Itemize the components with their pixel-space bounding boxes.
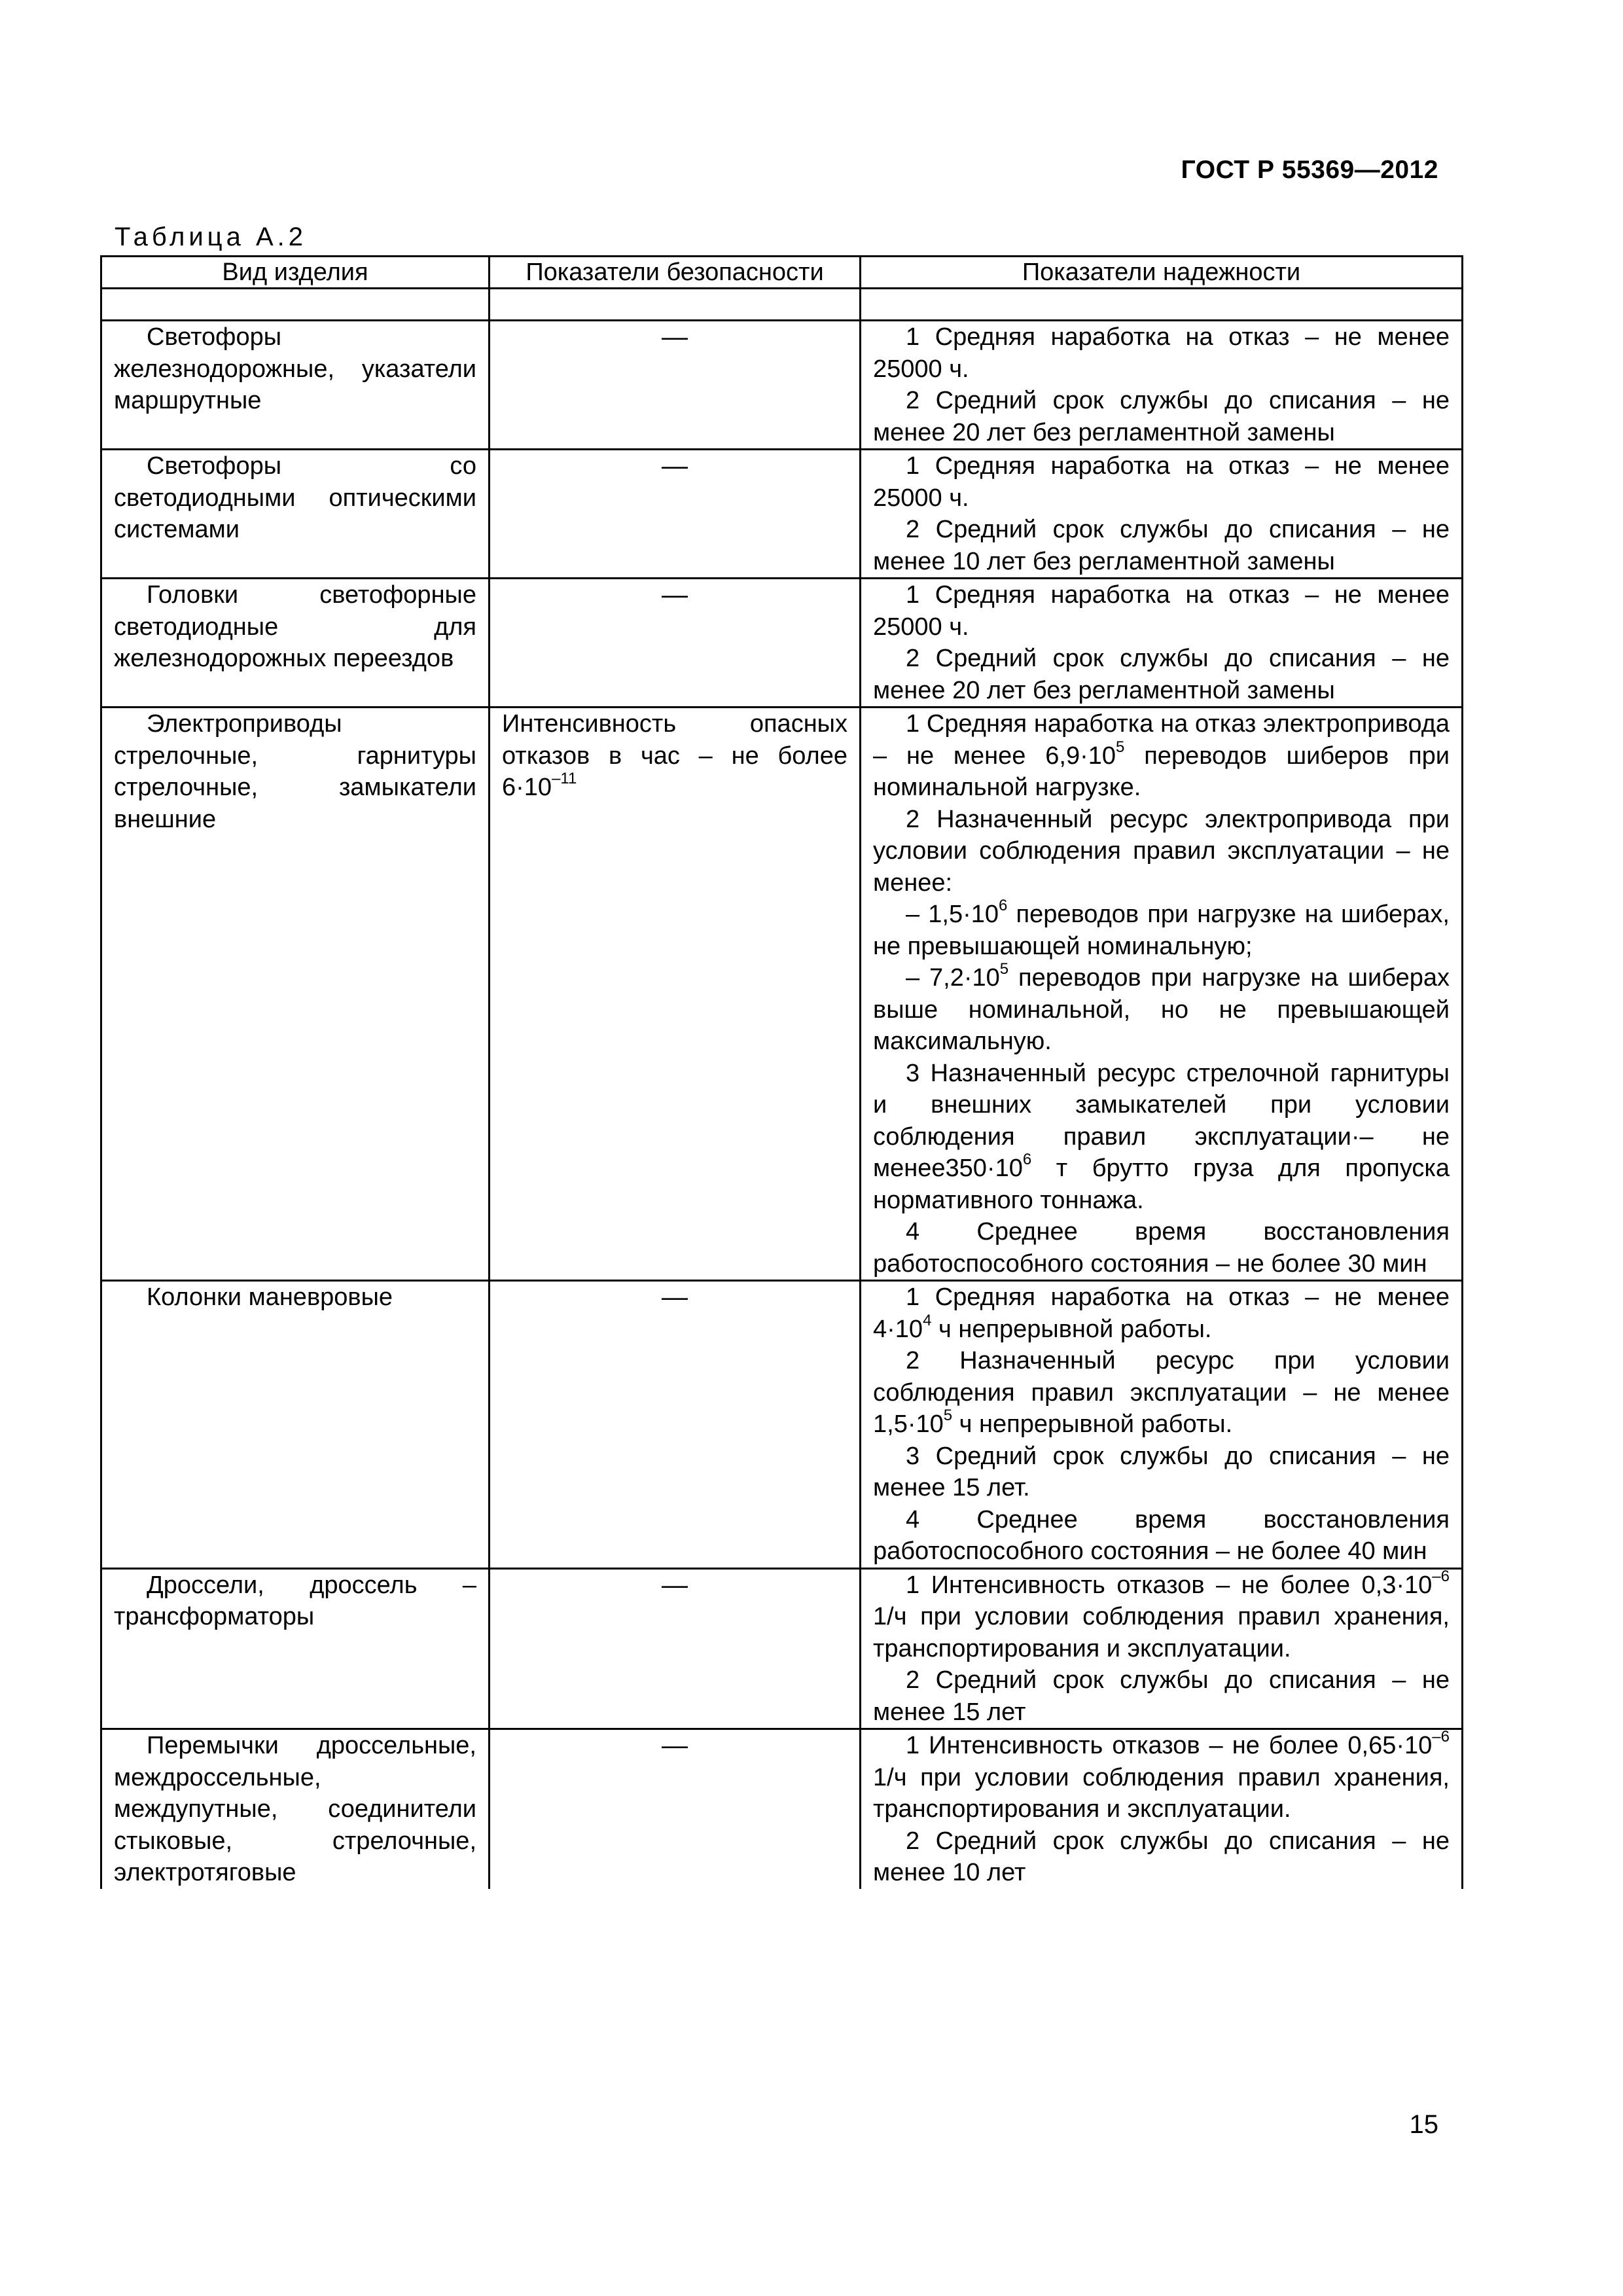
exponent: –11 [552,770,577,787]
reliability-item: 2 Средний срок службы до списания – не менее 10 лет [873,1827,1450,1886]
table-row [101,321,1463,450]
reliability-item: 3 Средний срок службы до списания – не менее 15 лет. [873,1442,1450,1501]
reliability-item: 1 Средняя наработка на отказ электропривода – не менее $6,9\cdot 10^5$ переводов шиберов при номинальной нагрузке. [873,710,1450,801]
item-name: Колонки маневровые [147,1283,393,1311]
safety-cell [490,321,861,450]
reliability-item: – $7,2\cdot 10^5$ переводов при нагрузке на шиберах выше номинальной, но не превышающей максимальную. [873,960,1450,1055]
item-cell [101,1729,490,1889]
safety-cell [490,708,861,1281]
reliability-item: 1 Средняя наработка на отказ – не менее $4\cdot 10^4$ ч непрерывной работы. [873,1283,1450,1343]
reliability-item: 2 Средний срок службы до списания – не менее 20 лет без регламентной замены [873,387,1450,446]
safety-value: — [662,452,688,480]
safety-cell [490,1568,861,1729]
item-name: Дроссели, дроссель – трансформаторы [114,1571,476,1630]
reliability-table [100,255,1463,1889]
item-cell [101,1281,490,1569]
safety-cell [490,1281,861,1569]
reliability-item: 2 Средний срок службы до списания – не менее 20 лет без регламентной замены [873,645,1450,704]
reliability-cell [861,1729,1463,1889]
page-number: 15 [1409,2110,1438,2139]
reliability-cell [861,1281,1463,1569]
reliability-item: 3 Назначенный ресурс стрелочной гарнитуры и внешних замыкателей при условии соблюдения правил эксплуатации·– не $менее350\cdot 10^6$ т брутто груза для пропуска нормативного тоннажа. [873,1059,1450,1214]
reliability-item: 2 Средний срок службы до списания – не менее 15 лет [873,1666,1450,1726]
reliability-cell [861,579,1463,708]
reliability-item: 4 Среднее время восстановления работоспособного состояния – не более 30 мин [873,1218,1450,1278]
item-name: Перемычки дроссельные, междроссельные, междупутные, соединители стыковые, стрелочные, электротяговые [114,1732,476,1886]
item-name: Головки светофорные светодиодные для железнодорожных переездов [114,581,476,672]
table-row [101,579,1463,708]
reliability-item: 4 Среднее время восстановления работоспособного состояния – не более 40 мин [873,1505,1450,1565]
safety-value: — [662,323,688,351]
safety-value: — [662,1570,688,1600]
item-cell [101,1568,490,1729]
reliability-item: 1 Средняя наработка на отказ – не менее 25000 ч. [873,452,1450,512]
item-name: Электроприводы стрелочные, гарнитуры стрелочные, замыкатели внешние [114,710,476,833]
table-row [101,1568,1463,1729]
safety-value: Интенсивность опасных отказов в час – не более $6\cdot 10^{-11}$ [502,710,847,801]
reliability-cell [861,450,1463,579]
safety-cell [490,1729,861,1889]
safety-value: — [662,581,688,609]
table-row [101,1281,1463,1569]
item-name: Светофоры со светодиодными оптическими системами [114,452,476,543]
document-header: ГОСТ Р 55369—2012 [1181,156,1438,184]
reliability-cell [861,708,1463,1281]
reliability-item: 1 Средняя наработка на отказ – не менее 25000 ч. [873,581,1450,641]
safety-cell [490,450,861,579]
table-caption: Таблица А.2 [115,223,307,251]
column-header-reliability: Показатели надежности [861,257,1463,289]
table-row [101,708,1463,1281]
reliability-cell [861,321,1463,450]
table-spacer-row [101,289,1463,321]
table-row [101,1729,1463,1889]
reliability-item: 1 Средняя наработка на отказ – не менее 25000 ч. [873,323,1450,383]
reliability-item: 2 Средний срок службы до списания – не менее 10 лет без регламентной замены [873,516,1450,575]
item-name: Светофоры железнодорожные, указатели маршрутные [114,323,476,414]
item-cell [101,321,490,450]
reliability-cell [861,1568,1463,1729]
column-header-safety: Показатели безопасности [490,257,861,289]
reliability-item: 2 Назначенный ресурс при условии соблюдения правил эксплуатации – не менее $1,5\cdot 10^5$ ч непрерывной работы. [873,1347,1450,1438]
column-header-item: Вид изделия [101,257,490,289]
safety-value: — [662,1731,688,1760]
safety-value: — [662,1283,688,1312]
reliability-item: 2 Назначенный ресурс электропривода при условии соблюдения правил эксплуатации – не менее: [873,805,1450,897]
table-header-row [101,257,1463,289]
table-row [101,450,1463,579]
item-cell [101,450,490,579]
item-cell [101,708,490,1281]
reliability-item: 1 Интенсивность отказов – не более $0,3\cdot 10^{-6}$ 1/ч при условии соблюдения правил хранения, транспортирования и эксплуатации. [873,1567,1450,1662]
reliability-item: 1 Интенсивность отказов – не более $0,65\cdot 10^{-6}$ 1/ч при условии соблюдения правил хранения, транспортирования и эксплуатации. [873,1728,1450,1823]
item-cell [101,579,490,708]
safety-cell [490,579,861,708]
reliability-item: – $1,5\cdot 10^6$ переводов при нагрузке на шиберах, не превышающей номинальную; [873,897,1450,960]
